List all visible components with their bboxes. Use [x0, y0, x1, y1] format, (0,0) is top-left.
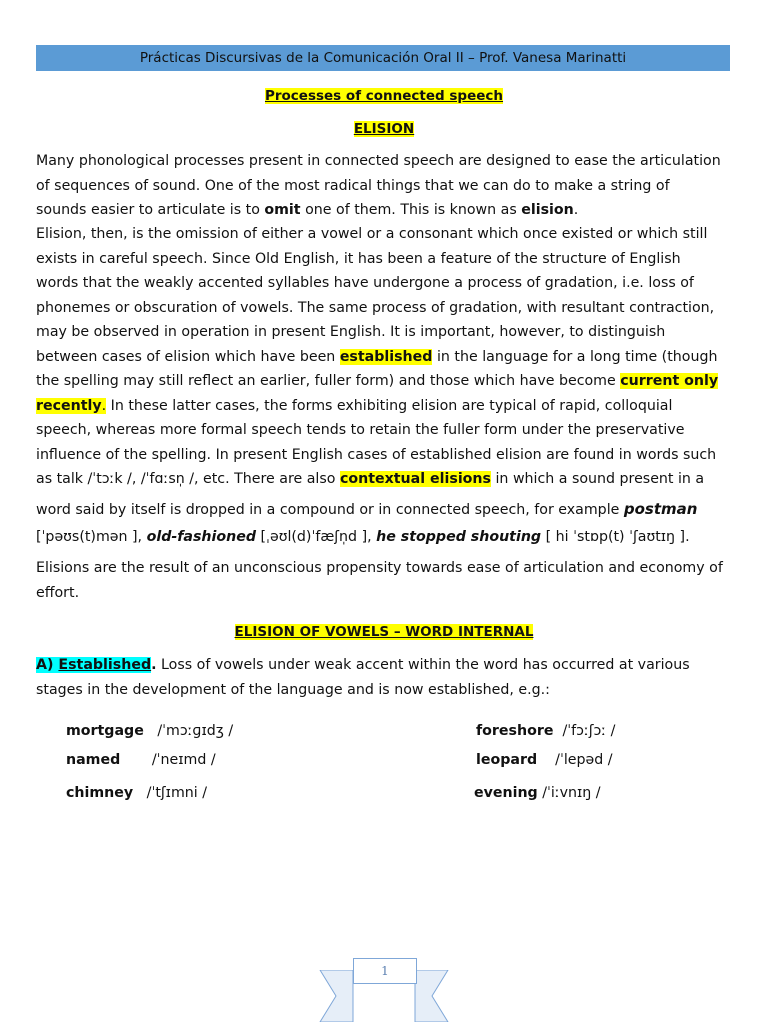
paragraph-section-a: A) Established. Loss of vowels under weak accent within the word has occurred at various stages in the development of the language and is now established, e.g.:	[36, 657, 690, 698]
paragraph-conclusion: Elisions are the result of an unconscious propensity towards ease of articulation and economy of effort.	[36, 560, 723, 601]
example-word: evening /ˈiːvnɪŋ /	[474, 785, 601, 801]
section-heading-elision: ELISION	[353, 121, 415, 137]
highlight-contextual-elisions: contextual elisions	[339, 471, 491, 487]
established-term: Established	[58, 657, 152, 673]
highlight-current-only: current only	[620, 373, 719, 389]
page-header: Prácticas Discursivas de la Comunicación Oral II – Prof. Vanesa Marinatti	[36, 45, 730, 71]
example-word: foreshore /ˈfɔːʃɔː /	[476, 723, 616, 739]
example-word: leopard /ˈlepəd /	[476, 752, 613, 768]
document-title: Processes of connected speech	[264, 88, 504, 104]
example-word: chimney /ˈtʃɪmni /	[66, 785, 207, 801]
highlight-recently: recently	[36, 397, 102, 414]
section-heading-vowels: ELISION OF VOWELS – WORD INTERNAL	[234, 624, 534, 640]
example-word: named /ˈneɪmd /	[66, 752, 216, 768]
paragraph-intro: Many phonological processes present in connected speech are designed to ease the articulation of sequences of sound. One of the most radical things that we can do to make a string of sounds easier to articulate is to omit one of them. This is known as elision.	[36, 153, 721, 218]
example-word: mortgage /ˈmɔːɡɪdʒ /	[66, 723, 234, 739]
page-number: 1	[353, 958, 417, 984]
paragraph-elision-definition: Elision, then, is the omission of either a vowel or a consonant which once existed or which still exists in careful speech. Since Old English, it has been a feature of the structure of English words that the weakly accented syllables have undergone a process of gradation, i.e. loss of phonemes or obscuration of vowels. The same process of gradation, with resultant contraction, may be observed in operation in present English. It is important, however, to distinguish between cases of elision which have been established in the language for a long time (though the spelling may still reflect an earlier, fuller form) and those which have become current only recently. In these latter cases, the forms exhibiting elision are typical of rapid, colloquial speech, whereas more formal speech tends to retain the fuller form under the preservative influence of the spelling. In present English cases of established elision are found in words such as talk /ˈtɔːk /, /ˈfɑːsn̩ /, etc. There are also contextual elisions in which a sound present in a word said by itself is dropped in a compound or in connected speech, for example postman [ˈpəʊs(t)mən ], old-fashioned [ˌəʊl(d)ˈfæʃn̩d ], he stopped shouting [ hi ˈstɒp(t) ˈʃaʊtɪŋ ].	[36, 226, 719, 545]
highlight-established: established	[339, 348, 433, 365]
